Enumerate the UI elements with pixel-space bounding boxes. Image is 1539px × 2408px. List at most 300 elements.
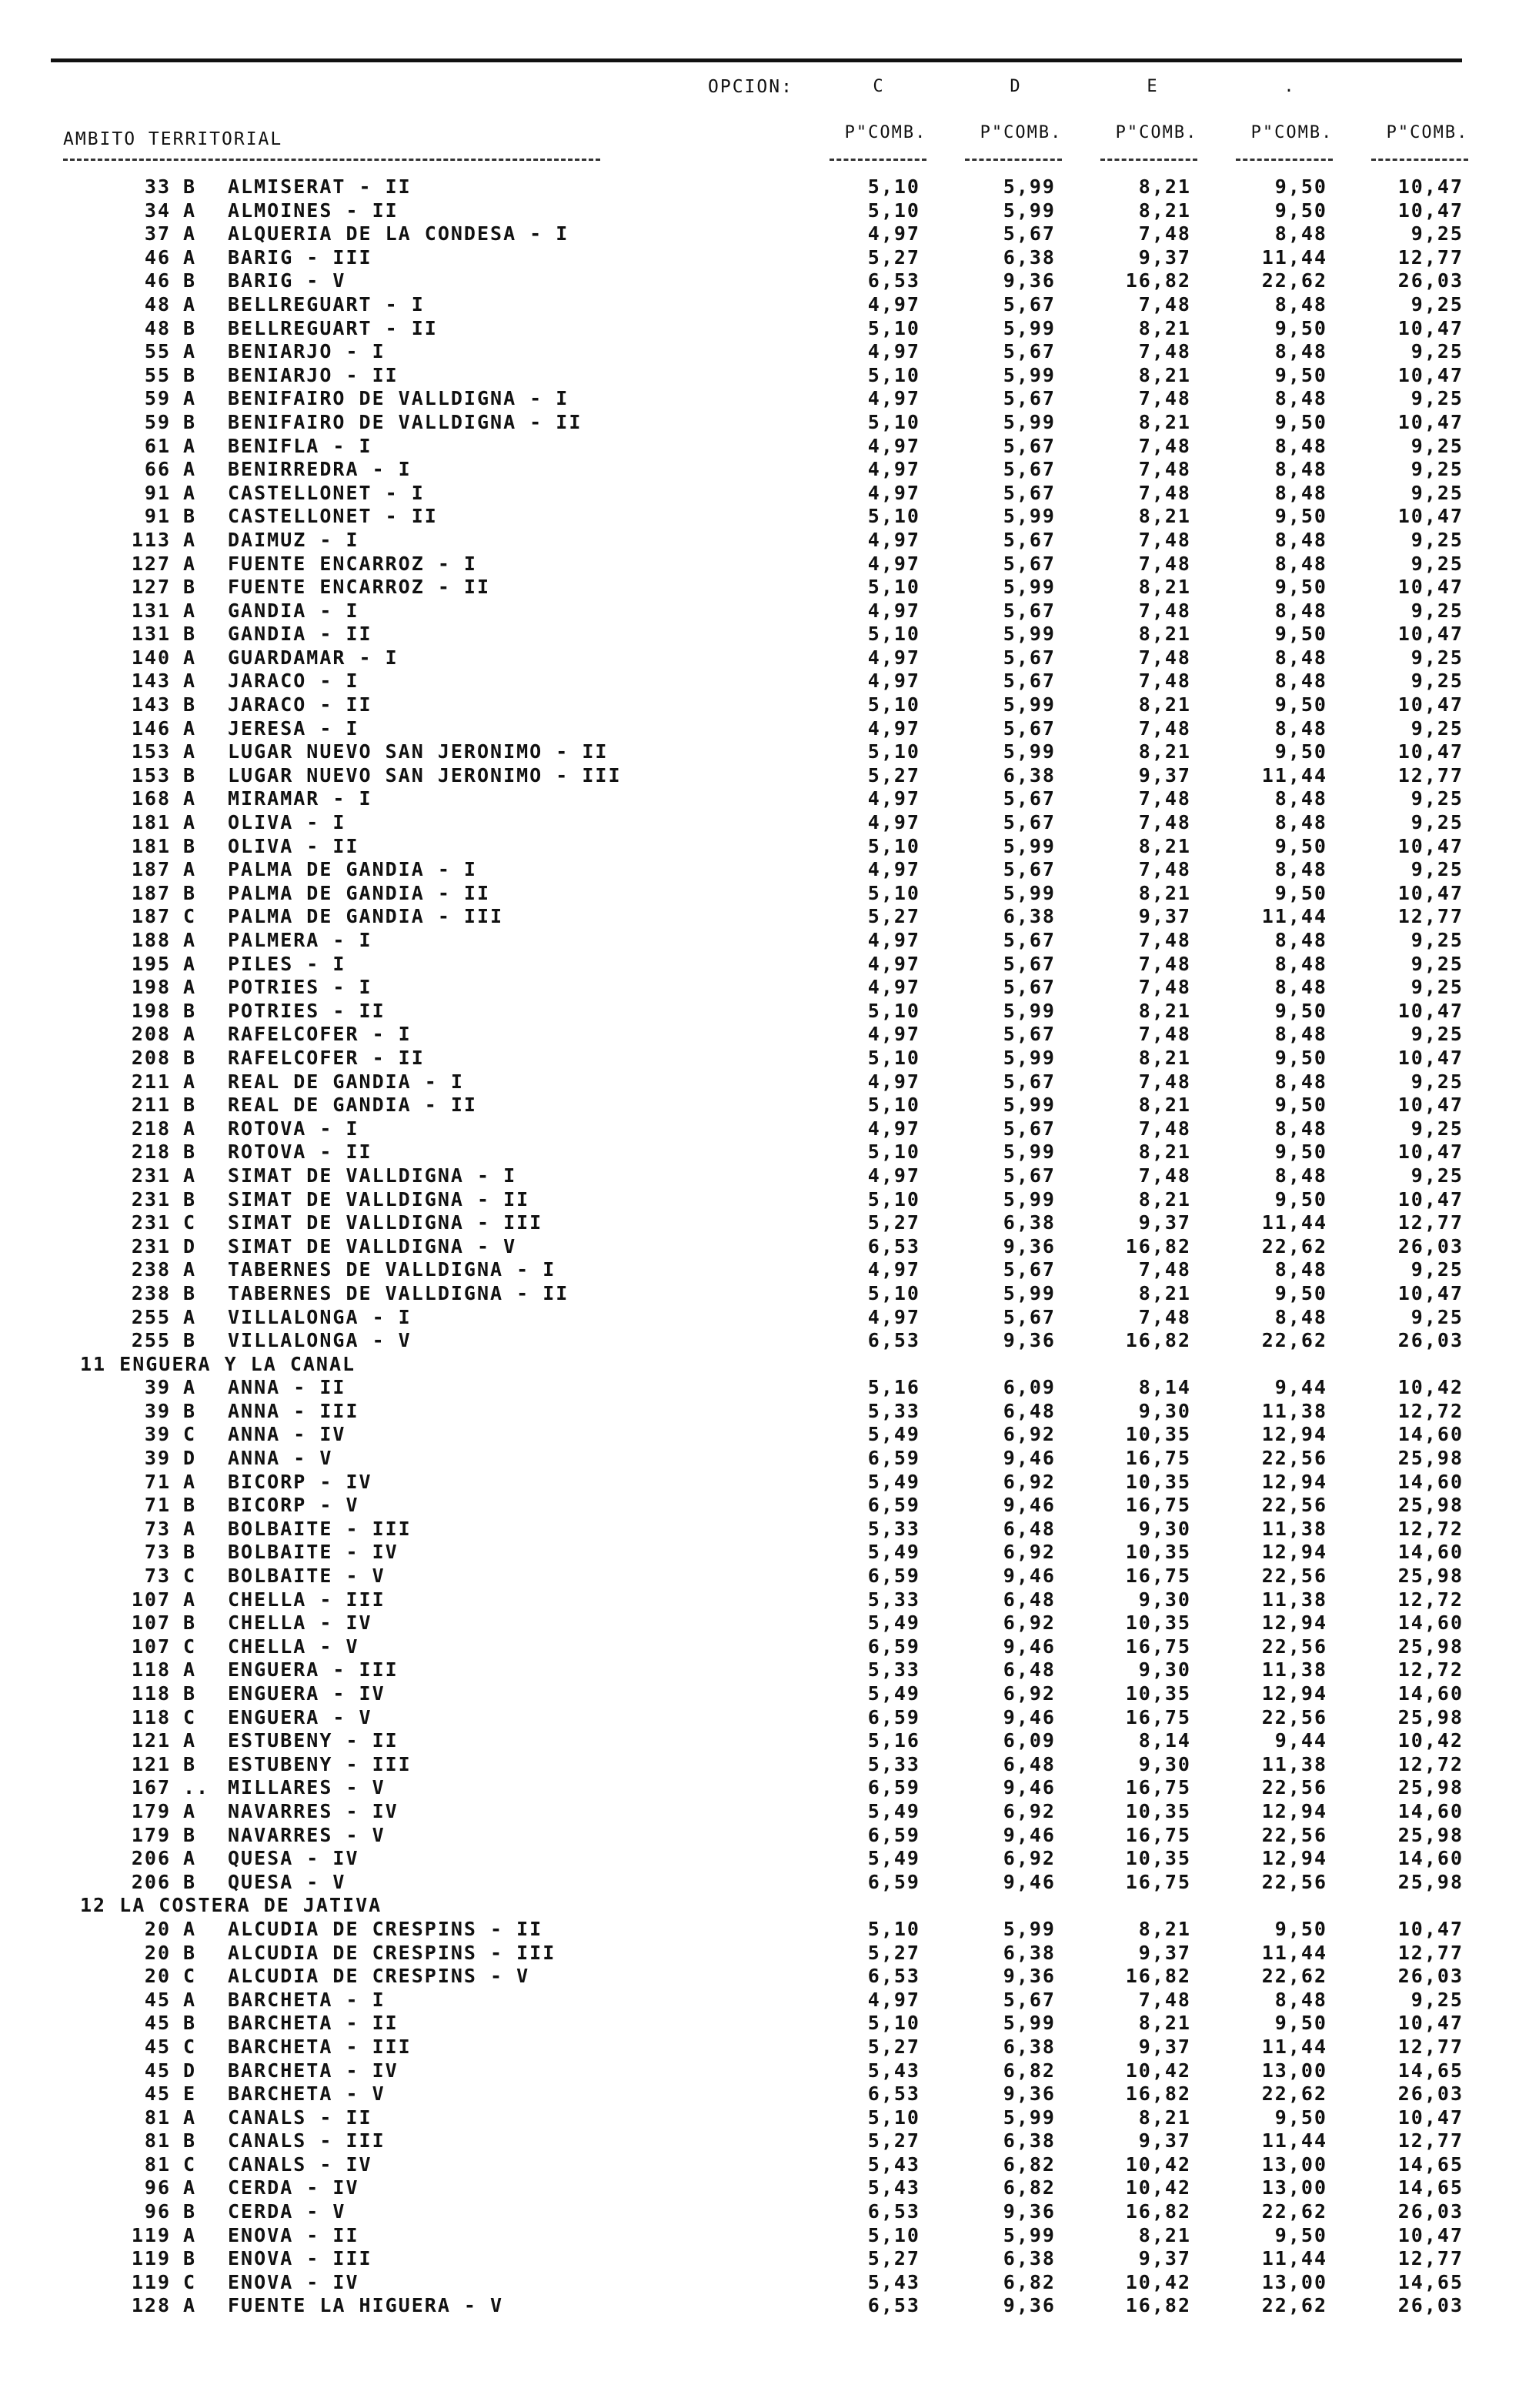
price-cell: 9,46: [1003, 1705, 1056, 1728]
municipality-name: ALCUDIA DE CRESPINS - II: [228, 1917, 543, 1940]
price-cell: 9,46: [1003, 1447, 1056, 1470]
price-cell: 8,48: [1274, 481, 1327, 504]
municipality-code: 119: [131, 2223, 171, 2246]
zone-letter: B: [183, 363, 197, 386]
municipality-code: 181: [131, 811, 171, 834]
municipality-name: OLIVA - I: [228, 811, 346, 834]
price-cell: 7,48: [1138, 292, 1191, 316]
price-cell: 6,48: [1003, 1752, 1056, 1775]
zone-letter: B: [183, 1752, 197, 1775]
municipality-name: BENIRREDRA - I: [228, 458, 412, 481]
price-cell: 5,67: [1003, 858, 1056, 881]
municipality-name: ENOVA - II: [228, 2223, 359, 2246]
municipality-name: LUGAR NUEVO SAN JERONIMO - II: [228, 740, 609, 763]
table-row: [0, 1824, 1539, 1848]
zone-letter: D: [183, 2059, 197, 2082]
price-cell: 8,21: [1138, 2012, 1191, 2035]
price-cell: 9,25: [1410, 811, 1464, 834]
price-cell: 9,36: [1003, 1965, 1056, 1988]
price-cell: 5,99: [1003, 693, 1056, 716]
price-cell: 9,46: [1003, 1494, 1056, 1517]
municipality-name: ALCUDIA DE CRESPINS - V: [228, 1965, 530, 1988]
price-cell: 5,67: [1003, 1258, 1056, 1281]
price-cell: 16,75: [1125, 1494, 1191, 1517]
municipality-code: 20: [144, 1941, 171, 1964]
zone-letter: B: [183, 1541, 197, 1564]
table-row: [0, 199, 1539, 223]
municipality-name: CANALS - IV: [228, 2153, 372, 2176]
price-cell: 5,67: [1003, 552, 1056, 575]
municipality-code: 131: [131, 623, 171, 646]
price-cell: 22,62: [1261, 2082, 1327, 2106]
municipality-name: CASTELLONET - I: [228, 481, 425, 504]
price-cell: 5,67: [1003, 787, 1056, 810]
municipality-name: BARCHETA - I: [228, 1988, 386, 2011]
price-cell: 5,99: [1003, 1046, 1056, 1069]
table-row: [0, 1447, 1539, 1471]
zone-letter: A: [183, 222, 197, 245]
price-cell: 8,48: [1274, 1164, 1327, 1187]
price-cell: 22,62: [1261, 269, 1327, 292]
municipality-name: TABERNES DE VALLDIGNA - I: [228, 1258, 556, 1281]
price-cell: 10,47: [1397, 363, 1464, 386]
municipality-code: 45: [144, 2059, 171, 2082]
price-cell: 12,77: [1397, 1941, 1464, 1964]
table-row: [0, 1565, 1539, 1588]
price-cell: 5,67: [1003, 1023, 1056, 1046]
price-cell: 9,25: [1410, 222, 1464, 245]
price-cell: 5,10: [867, 175, 920, 198]
municipality-code: 107: [131, 1611, 171, 1635]
municipality-code: 59: [144, 410, 171, 433]
price-cell: 5,99: [1003, 1917, 1056, 1940]
municipality-code: 231: [131, 1164, 171, 1187]
price-cell: 22,56: [1261, 1705, 1327, 1728]
municipality-name: VILLALONGA - I: [228, 1305, 412, 1328]
price-cell: 8,48: [1274, 811, 1327, 834]
price-cell: 9,50: [1274, 316, 1327, 339]
zone-letter: A: [183, 1517, 197, 1540]
municipality-code: 198: [131, 976, 171, 999]
price-cell: 22,56: [1261, 1776, 1327, 1799]
section-title: 11 ENGUERA Y LA CANAL: [80, 1352, 356, 1375]
municipality-code: 231: [131, 1234, 171, 1257]
price-cell: 14,60: [1397, 1470, 1464, 1493]
table-row: [0, 1847, 1539, 1871]
price-cell: 7,48: [1138, 552, 1191, 575]
table-row: [0, 2176, 1539, 2200]
price-cell: 7,48: [1138, 646, 1191, 669]
price-cell: 5,43: [867, 2059, 920, 2082]
zone-letter: A: [183, 976, 197, 999]
price-cell: 9,37: [1138, 2129, 1191, 2153]
table-row: [0, 2224, 1539, 2248]
price-cell: 9,37: [1138, 2247, 1191, 2270]
municipality-code: 231: [131, 1211, 171, 1234]
municipality-code: 143: [131, 693, 171, 716]
price-cell: 9,25: [1410, 1117, 1464, 1140]
price-cell: 8,48: [1274, 929, 1327, 951]
municipality-code: 208: [131, 1023, 171, 1046]
municipality-name: CHELLA - IV: [228, 1611, 372, 1635]
municipality-code: 211: [131, 1094, 171, 1117]
municipality-code: 167: [131, 1776, 171, 1799]
municipality-name: ANNA - III: [228, 1399, 359, 1422]
table-row: [0, 2106, 1539, 2130]
municipality-code: 255: [131, 1329, 171, 1352]
price-cell: 8,21: [1138, 693, 1191, 716]
price-cell: 8,21: [1138, 1917, 1191, 1940]
price-cell: 12,72: [1397, 1658, 1464, 1682]
price-cell: 9,25: [1410, 599, 1464, 622]
price-cell: 9,25: [1410, 858, 1464, 881]
municipality-name: RAFELCOFER - II: [228, 1046, 425, 1069]
price-cell: 25,98: [1397, 1494, 1464, 1517]
price-cell: 16,82: [1125, 2082, 1191, 2106]
price-cell: 5,67: [1003, 1988, 1056, 2011]
price-cell: 10,47: [1397, 623, 1464, 646]
municipality-name: BARIG - III: [228, 245, 372, 269]
price-cell: 8,21: [1138, 1187, 1191, 1211]
price-cell: 4,97: [867, 1023, 920, 1046]
price-cell: 7,48: [1138, 1070, 1191, 1093]
municipality-name: GANDIA - I: [228, 599, 359, 622]
municipality-name: CERDA - V: [228, 2200, 346, 2223]
price-cell: 5,67: [1003, 929, 1056, 951]
price-cell: 10,47: [1397, 576, 1464, 599]
price-cell: 8,48: [1274, 1258, 1327, 1281]
table-row: [0, 1070, 1539, 1094]
municipality-name: BOLBAITE - III: [228, 1517, 412, 1540]
price-cell: 9,50: [1274, 1094, 1327, 1117]
price-cell: 12,77: [1397, 763, 1464, 787]
price-cell: 5,10: [867, 2223, 920, 2246]
price-cell: 11,44: [1261, 1941, 1327, 1964]
price-cell: 14,60: [1397, 1611, 1464, 1635]
price-cell: 5,67: [1003, 387, 1056, 410]
municipality-code: 146: [131, 716, 171, 740]
price-cell: 9,25: [1410, 340, 1464, 363]
price-cell: 9,50: [1274, 881, 1327, 904]
price-cell: 8,14: [1138, 1729, 1191, 1752]
price-cell: 10,42: [1397, 1729, 1464, 1752]
price-cell: 26,03: [1397, 1329, 1464, 1352]
table-row: [0, 858, 1539, 882]
column-underline-2: [965, 159, 1062, 161]
zone-letter: A: [183, 2294, 197, 2317]
price-cell: 8,21: [1138, 881, 1191, 904]
municipality-code: 218: [131, 1141, 171, 1164]
price-cell: 6,92: [1003, 1470, 1056, 1493]
price-cell: 5,67: [1003, 1117, 1056, 1140]
municipality-name: FUENTE LA HIGUERA - V: [228, 2294, 504, 2317]
price-cell: 7,48: [1138, 670, 1191, 693]
price-cell: 4,97: [867, 599, 920, 622]
price-cell: 9,50: [1274, 740, 1327, 763]
price-cell: 13,00: [1261, 2176, 1327, 2199]
municipality-code: 153: [131, 763, 171, 787]
table-row: [0, 1306, 1539, 1330]
zone-letter: A: [183, 1070, 197, 1093]
table-row: [0, 222, 1539, 246]
zone-letter: B: [183, 763, 197, 787]
municipality-code: 231: [131, 1187, 171, 1211]
zone-letter: A: [183, 1305, 197, 1328]
price-cell: 9,50: [1274, 410, 1327, 433]
zone-letter: A: [183, 340, 197, 363]
price-cell: 14,65: [1397, 2176, 1464, 2199]
price-cell: 8,48: [1274, 552, 1327, 575]
data-table: [0, 175, 1539, 2318]
price-cell: 8,48: [1274, 858, 1327, 881]
price-cell: 12,94: [1261, 1682, 1327, 1705]
zone-letter: A: [183, 670, 197, 693]
price-cell: 26,03: [1397, 2200, 1464, 2223]
municipality-code: 143: [131, 670, 171, 693]
price-cell: 9,25: [1410, 1070, 1464, 1093]
price-cell: 8,48: [1274, 670, 1327, 693]
price-cell: 5,10: [867, 1917, 920, 1940]
column-underline-1: [830, 159, 926, 161]
price-cell: 11,44: [1261, 1211, 1327, 1234]
price-cell: 25,98: [1397, 1565, 1464, 1588]
municipality-name: ALQUERIA DE LA CONDESA - I: [228, 222, 569, 245]
price-cell: 26,03: [1397, 269, 1464, 292]
price-cell: 4,97: [867, 1988, 920, 2011]
table-row: [0, 387, 1539, 411]
price-cell: 6,09: [1003, 1376, 1056, 1399]
municipality-code: 195: [131, 952, 171, 975]
municipality-code: 255: [131, 1305, 171, 1328]
municipality-code: 140: [131, 646, 171, 669]
municipality-code: 71: [144, 1470, 171, 1493]
municipality-code: 206: [131, 1870, 171, 1893]
price-cell: 9,50: [1274, 2012, 1327, 2035]
price-cell: 22,56: [1261, 1565, 1327, 1588]
zone-letter: A: [183, 1988, 197, 2011]
municipality-name: REAL DE GANDIA - I: [228, 1070, 464, 1093]
price-cell: 4,97: [867, 929, 920, 951]
table-row: [0, 1258, 1539, 1282]
price-cell: 6,38: [1003, 905, 1056, 928]
price-cell: 4,97: [867, 1070, 920, 1093]
column-underline-5: [1371, 159, 1468, 161]
price-cell: 12,77: [1397, 2247, 1464, 2270]
table-row: [0, 882, 1539, 906]
price-cell: 5,16: [867, 1376, 920, 1399]
price-cell: 5,10: [867, 1141, 920, 1164]
price-cell: 7,48: [1138, 716, 1191, 740]
price-cell: 5,10: [867, 2106, 920, 2129]
price-cell: 9,30: [1138, 1588, 1191, 1611]
table-row: [0, 1965, 1539, 1989]
municipality-code: 45: [144, 1988, 171, 2011]
price-cell: 7,48: [1138, 929, 1191, 951]
price-cell: 5,99: [1003, 363, 1056, 386]
price-cell: 6,48: [1003, 1517, 1056, 1540]
municipality-name: SIMAT DE VALLDIGNA - II: [228, 1187, 530, 1211]
section-header: [0, 1353, 1539, 1377]
table-row: [0, 529, 1539, 553]
zone-letter: A: [183, 2223, 197, 2246]
price-cell: 9,30: [1138, 1517, 1191, 1540]
table-row: [0, 2082, 1539, 2106]
price-cell: 10,42: [1125, 2059, 1191, 2082]
price-cell: 5,99: [1003, 1141, 1056, 1164]
zone-letter: A: [183, 481, 197, 504]
zone-letter: A: [183, 1164, 197, 1187]
municipality-name: ENGUERA - III: [228, 1658, 399, 1682]
price-cell: 8,21: [1138, 2223, 1191, 2246]
zone-letter: B: [183, 1941, 197, 1964]
price-cell: 5,27: [867, 245, 920, 269]
price-cell: 10,47: [1397, 199, 1464, 222]
price-cell: 6,92: [1003, 1799, 1056, 1822]
municipality-name: JERESA - I: [228, 716, 359, 740]
price-cell: 5,27: [867, 2129, 920, 2153]
municipality-code: 46: [144, 245, 171, 269]
price-cell: 5,27: [867, 2035, 920, 2058]
municipality-code: 39: [144, 1399, 171, 1422]
table-row: [0, 1164, 1539, 1188]
zone-letter: B: [183, 2129, 197, 2153]
price-cell: 5,33: [867, 1399, 920, 1422]
price-cell: 9,50: [1274, 999, 1327, 1022]
price-cell: 10,47: [1397, 1281, 1464, 1304]
table-row: [0, 553, 1539, 576]
price-cell: 16,75: [1125, 1776, 1191, 1799]
price-cell: 9,50: [1274, 363, 1327, 386]
zone-letter: A: [183, 1023, 197, 1046]
zone-letter: A: [183, 1258, 197, 1281]
municipality-code: 45: [144, 2082, 171, 2106]
price-cell: 12,72: [1397, 1752, 1464, 1775]
price-cell: 4,97: [867, 952, 920, 975]
municipality-name: TABERNES DE VALLDIGNA - II: [228, 1281, 569, 1304]
price-cell: 9,46: [1003, 1635, 1056, 1658]
zone-letter: A: [183, 245, 197, 269]
price-cell: 4,97: [867, 858, 920, 881]
price-cell: 12,94: [1261, 1423, 1327, 1446]
municipality-code: 91: [144, 481, 171, 504]
table-row: [0, 293, 1539, 317]
municipality-name: BOLBAITE - IV: [228, 1541, 399, 1564]
price-cell: 5,99: [1003, 1094, 1056, 1117]
municipality-name: GUARDAMAR - I: [228, 646, 399, 669]
price-cell: 16,82: [1125, 2294, 1191, 2317]
price-cell: 16,75: [1125, 1447, 1191, 1470]
municipality-code: 48: [144, 316, 171, 339]
zone-letter: B: [183, 1187, 197, 1211]
zone-letter: C: [183, 1565, 197, 1588]
municipality-code: 206: [131, 1847, 171, 1870]
municipality-code: 59: [144, 387, 171, 410]
price-cell: 5,10: [867, 834, 920, 857]
price-cell: 12,72: [1397, 1517, 1464, 1540]
table-row: [0, 1000, 1539, 1024]
price-cell: 4,97: [867, 1164, 920, 1187]
price-cell: 5,99: [1003, 2223, 1056, 2246]
municipality-name: QUESA - V: [228, 1870, 346, 1893]
zone-letter: A: [183, 1729, 197, 1752]
municipality-name: BENIFLA - I: [228, 434, 372, 457]
table-row: [0, 1518, 1539, 1541]
table-row: [0, 1588, 1539, 1612]
price-cell: 6,53: [867, 269, 920, 292]
price-cell: 4,97: [867, 1305, 920, 1328]
municipality-name: DAIMUZ - I: [228, 528, 359, 551]
table-row: [0, 2036, 1539, 2059]
price-cell: 11,38: [1261, 1658, 1327, 1682]
table-row: [0, 2153, 1539, 2177]
municipality-name: LUGAR NUEVO SAN JERONIMO - III: [228, 763, 622, 787]
price-cell: 9,25: [1410, 1164, 1464, 1187]
municipality-name: CHELLA - V: [228, 1635, 359, 1658]
table-row: [0, 1706, 1539, 1730]
price-cell: 13,00: [1261, 2270, 1327, 2293]
price-cell: 5,27: [867, 2247, 920, 2270]
price-cell: 5,49: [867, 1423, 920, 1446]
price-cell: 8,48: [1274, 458, 1327, 481]
zone-letter: B: [183, 269, 197, 292]
option-f: .: [1284, 77, 1296, 96]
municipality-code: 121: [131, 1752, 171, 1775]
municipality-code: 73: [144, 1541, 171, 1564]
table-row: [0, 670, 1539, 693]
municipality-name: ESTUBENY - II: [228, 1729, 399, 1752]
price-cell: 10,47: [1397, 740, 1464, 763]
zone-letter: B: [183, 2200, 197, 2223]
price-cell: 9,50: [1274, 1141, 1327, 1164]
price-cell: 8,48: [1274, 434, 1327, 457]
price-cell: 5,10: [867, 881, 920, 904]
zone-letter: E: [183, 2082, 197, 2106]
municipality-code: 211: [131, 1070, 171, 1093]
zone-letter: A: [183, 1917, 197, 1940]
price-cell: 22,56: [1261, 1447, 1327, 1470]
table-row: [0, 435, 1539, 459]
zone-letter: B: [183, 834, 197, 857]
municipality-name: GANDIA - II: [228, 623, 372, 646]
price-cell: 10,35: [1125, 1847, 1191, 1870]
municipality-code: 181: [131, 834, 171, 857]
price-cell: 11,44: [1261, 245, 1327, 269]
price-cell: 7,48: [1138, 1988, 1191, 2011]
table-row: [0, 1141, 1539, 1164]
table-row: [0, 646, 1539, 670]
table-row: [0, 599, 1539, 623]
price-cell: 5,10: [867, 1094, 920, 1117]
price-cell: 9,30: [1138, 1752, 1191, 1775]
price-cell: 9,25: [1410, 1023, 1464, 1046]
price-cell: 11,44: [1261, 905, 1327, 928]
municipality-code: 81: [144, 2106, 171, 2129]
municipality-code: 39: [144, 1447, 171, 1470]
price-cell: 5,67: [1003, 976, 1056, 999]
table-row: [0, 1658, 1539, 1682]
price-cell: 22,62: [1261, 1965, 1327, 1988]
price-cell: 8,48: [1274, 1070, 1327, 1093]
municipality-name: PALMA DE GANDIA - II: [228, 881, 491, 904]
table-row: [0, 1541, 1539, 1565]
price-cell: 10,47: [1397, 505, 1464, 528]
zone-letter: A: [183, 1588, 197, 1611]
price-cell: 5,27: [867, 1211, 920, 1234]
column-underline-3: [1100, 159, 1197, 161]
price-cell: 9,46: [1003, 1870, 1056, 1893]
price-cell: 9,50: [1274, 576, 1327, 599]
price-cell: 10,35: [1125, 1682, 1191, 1705]
